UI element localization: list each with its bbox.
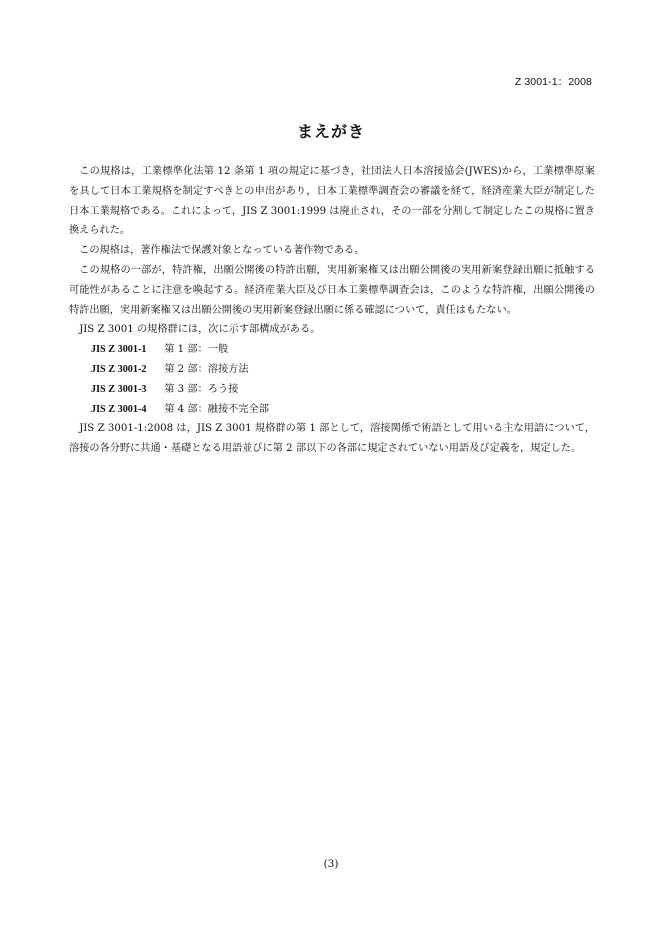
part-label: 第 1 部：一般 xyxy=(164,344,229,356)
part-code: JIS Z 3001-1 xyxy=(91,344,147,356)
part-label: 第 2 部：溶接方法 xyxy=(164,363,249,375)
page-title: まえがき xyxy=(296,122,365,141)
page-number: (3) xyxy=(323,858,339,870)
document-body xyxy=(69,162,595,459)
list-item xyxy=(69,360,595,380)
paragraph-patent-notice: この規格の一部が，特許権，出願公開後の特許出願，実用新案権又は出願公開後の実用新案登録出願に抵触する可能性があることに注意を喚起する。経済産業大臣及び日本工業標準調査会は，このような特許権，出願公開後の特許出願，実用新案権又は出願公開後の実用新案登録出願に係る確認について，責任はもたない。 xyxy=(69,264,595,316)
paragraph-part-structure: JIS Z 3001 の規格群には，次に示す部構成がある。 xyxy=(79,324,321,336)
paragraph-copyright: この規格は，著作権法で保護対象となっている著作物である。 xyxy=(79,245,365,257)
paragraph-scope: JIS Z 3001-1:2008 は，JIS Z 3001 規格群の第 1 部として，溶接関係で術語として用いる主な用語について，溶接の各分野に共通・基礎となる用語並びに第 2 部以下の各部に規定されていない用語及び定義を，規定した。 xyxy=(69,423,595,455)
part-code: JIS Z 3001-2 xyxy=(91,363,147,375)
document-id: Z 3001-1：2008 xyxy=(514,76,592,88)
part-label: 第 4 部：融接不完全部 xyxy=(164,403,269,415)
list-item xyxy=(69,400,595,420)
paragraph-enactment: この規格は，工業標準化法第 12 条第 1 項の規定に基づき，社団法人日本溶接協会(JWES)から，工業標準原案を具して日本工業規格を制定すべきとの申出があり，日本工業標準調査会の審議を経て，経済産業大臣が制定した日本工業規格である。これによって，JIS Z 3001:1999 は廃止され，その一部を分割して制定したこの規格に置き換えられた。 xyxy=(69,166,595,237)
list-item xyxy=(69,380,595,400)
part-code: JIS Z 3001-3 xyxy=(91,383,147,395)
part-code: JIS Z 3001-4 xyxy=(91,403,147,415)
list-item xyxy=(69,340,595,360)
part-label: 第 3 部：ろう接 xyxy=(164,383,239,395)
parts-list xyxy=(69,340,595,419)
